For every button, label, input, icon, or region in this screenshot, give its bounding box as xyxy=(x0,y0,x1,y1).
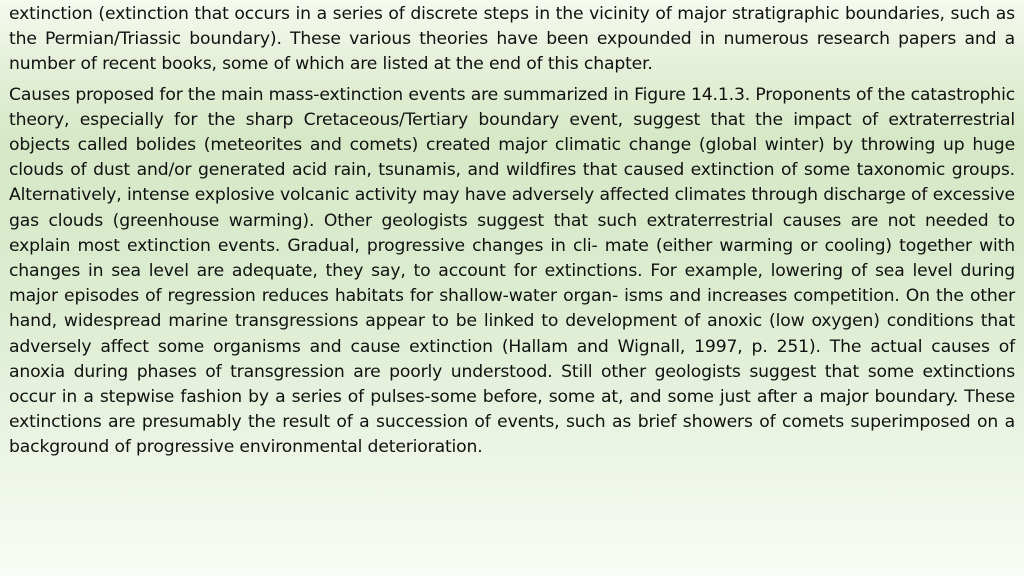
paragraph-1: extinction (extinction that occurs in a series of discrete steps in the vicinity of major stratigraphic boundaries, such as the Permian/Triassic boundary). These various theories have been expounded in numerous research papers and a number of recent books, some of which are listed at the end of this chapter. xyxy=(9,4,1015,75)
paragraph-2: Causes proposed for the main mass-extinction events are summarized in Figure 14.1.3. Proponents of the catastrophic theory, especially for the sharp Cretaceous/Tertiary boundary event, suggest that the impact of extraterrestrial objects called bolides (meteorites and comets) created major climatic change (global winter) by throwing up huge clouds of dust and/or generated acid rain, tsunamis, and wildfires that caused extinction of some taxonomic groups. Alternatively, intense explosive volcanic activity may have adversely affected climates through discharge of excessive gas clouds (greenhouse warming). Other geologists suggest that such extraterrestrial causes are not needed to explain most extinction events. Gradual, progressive changes in cli- mate (either warming or cooling) together with changes in sea level are adequate, they say, to account for extinctions. For example, lowering of sea level during major episodes of regression reduces habitats for shallow-water organ- isms and increases competition. On the other hand, widespread marine transgressions appear to be linked to development of anoxic (low oxygen) conditions that adversely affect some organisms and cause extinction (Hallam and Wignall, 1997, p. 251). The actual causes of anoxia during phases of transgression are poorly understood. Still other geologists suggest that some extinctions occur in a stepwise fashion by a series of pulses-some before, some at, and some just after a major boundary. These extinctions are presumably the result of a succession of events, such as brief showers of comets superimposed on a background of progressive environmental deterioration. xyxy=(9,84,1015,458)
